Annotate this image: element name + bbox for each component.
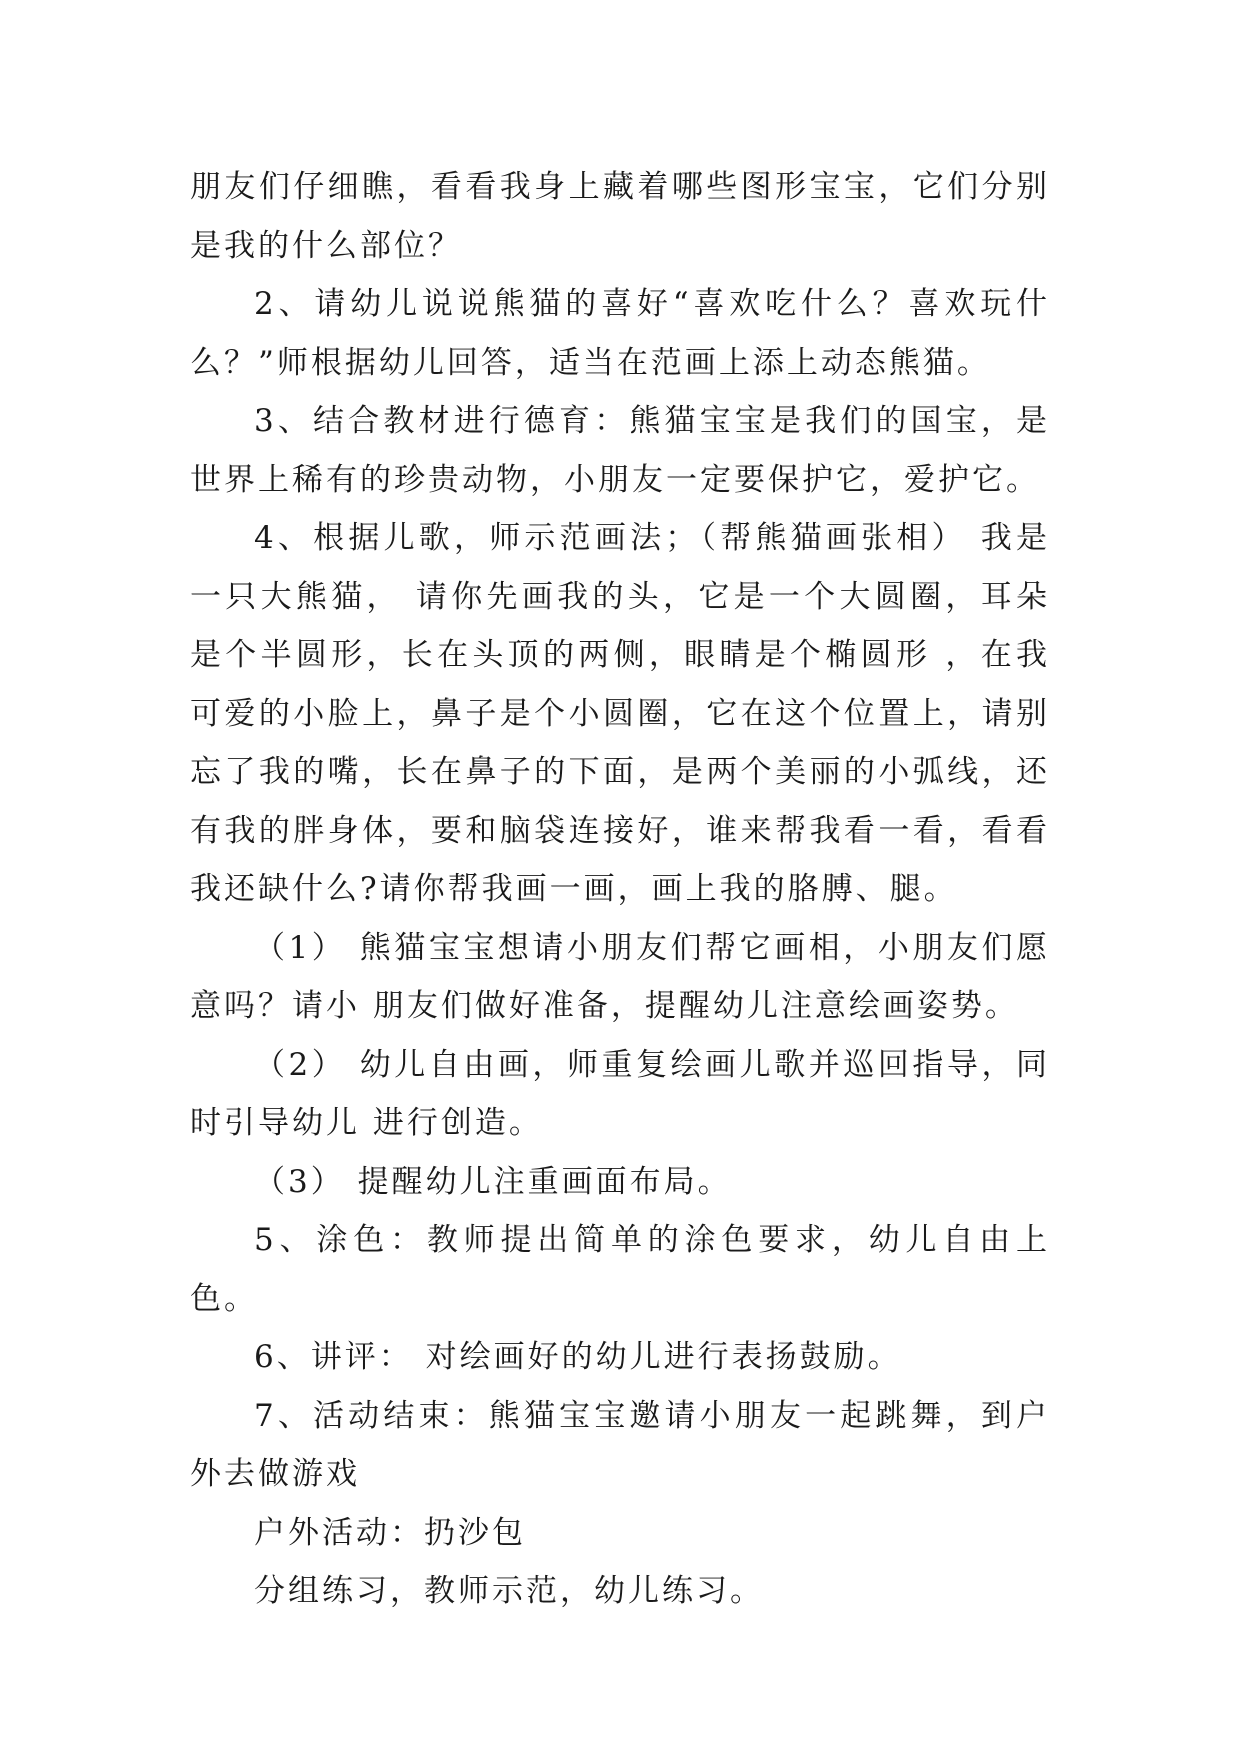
paragraph-8: 5、涂色：教师提出简单的涂色要求，幼儿自由上色。 [190, 1222, 1050, 1317]
document-body [190, 158, 1050, 1621]
paragraph-10: 7、活动结束：熊猫宝宝邀请小朋友一起跳舞，到户外去做游戏 [190, 1397, 1050, 1492]
paragraph-7: （3） 提醒幼儿注重画面布局。 [254, 1163, 732, 1200]
paragraph-2: 2、请幼儿说说熊猫的喜好“喜欢吃什么？喜欢玩什么？”师根据幼儿回答，适当在范画上添上动态熊猫。 [190, 286, 1050, 381]
paragraph-9: 6、讲评： 对绘画好的幼儿进行表扬鼓励。 [254, 1339, 902, 1375]
paragraph-4: 4、根据儿歌，师示范画法；（帮熊猫画张相） 我是一只大熊猫， 请你先画我的头，它是一个大圆圈，耳朵是个半圆形，长在头顶的两侧，眼睛是个椭圆形 ，在我可爱的小脸上，鼻子是个小圆圈，它在这个位置上，请别忘了我的嘴，长在鼻子的下面，是两个美丽的小弧线，还有我的胖身体，要和脑袋连接好，谁来帮我看一看，看看我还缺什么?请你帮我画一画，画上我的胳膊、腿。 [190, 520, 1050, 907]
paragraph-12: 分组练习，教师示范，幼儿练习。 [254, 1573, 764, 1609]
paragraph-3: 3、结合教材进行德育：熊猫宝宝是我们的国宝，是世界上稀有的珍贵动物，小朋友一定要保护它，爱护它。 [190, 403, 1050, 498]
paragraph-11: 户外活动：扔沙包 [254, 1514, 526, 1551]
paragraph-6: （2） 幼儿自由画，师重复绘画儿歌并巡回指导，同时引导幼儿 进行创造。 [190, 1046, 1050, 1141]
paragraph-1: 朋友们仔细瞧，看看我身上藏着哪些图形宝宝，它们分别是我的什么部位？ [190, 169, 1050, 264]
paragraph-5: （1） 熊猫宝宝想请小朋友们帮它画相，小朋友们愿意吗？请小 朋友们做好准备，提醒幼儿注意绘画姿势。 [190, 929, 1050, 1024]
